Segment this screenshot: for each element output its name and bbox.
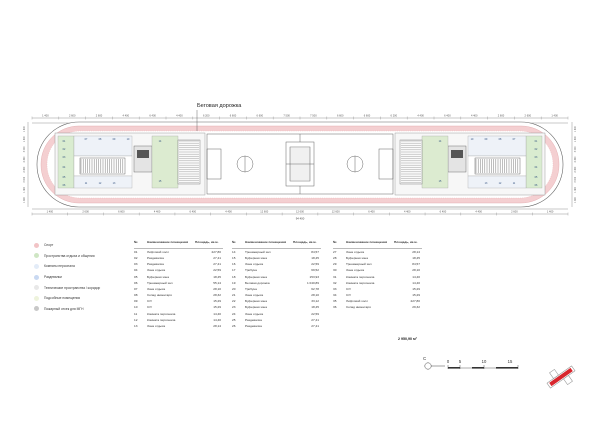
- legend-label: Пространства отдыха и общения: [44, 253, 95, 258]
- room-number-label: 11: [84, 182, 88, 185]
- dimension-label: 4 400: [225, 210, 232, 214]
- room-number-label: 14: [438, 140, 442, 143]
- room-area: 28,10: [311, 293, 319, 298]
- room-area: 14,40: [213, 311, 221, 316]
- room-number: 08: [134, 293, 138, 298]
- room-number-label: 11: [512, 182, 516, 185]
- room-name: С/У: [147, 299, 153, 304]
- dimension-label: 1 400: [575, 126, 577, 132]
- room-name: Раздевалка: [245, 323, 262, 328]
- room-number-label: 09: [484, 138, 488, 141]
- left-lounge: [58, 136, 74, 188]
- room-number-label: 06: [534, 184, 538, 187]
- dimension-label: 2 600: [511, 210, 518, 214]
- table-row: [134, 249, 223, 256]
- dimension-label: 4 400: [475, 210, 482, 214]
- room-area: 84,57: [311, 250, 319, 254]
- room-number: 35: [333, 299, 337, 304]
- dimension-label: 1 400: [575, 136, 577, 143]
- room-number-label: 07: [84, 138, 88, 141]
- room-number: 34: [333, 293, 337, 298]
- room-name: Склад инвентаря: [147, 293, 172, 298]
- room-number: 15: [232, 256, 236, 261]
- room-number: 07: [134, 286, 138, 291]
- dimension-label: 3 000: [575, 146, 577, 153]
- dimension-label: 1 400: [551, 114, 558, 118]
- room-name: Буферная зона: [245, 256, 267, 261]
- dimension-label: 12 600: [296, 210, 304, 214]
- legend-label: Технические пространства / коридор: [44, 285, 101, 290]
- scale-label-10: 10: [481, 359, 487, 364]
- room-name: Трибуна: [245, 268, 257, 273]
- room-number: 22: [232, 299, 236, 304]
- legend-label: Комнаты персонала: [44, 264, 75, 269]
- room-number: 14: [232, 250, 236, 254]
- room-number: 20: [232, 286, 236, 291]
- room-name: Лифтовой холл: [147, 250, 170, 254]
- room-number-label: 12: [498, 182, 502, 185]
- room-area: 69,52: [311, 268, 319, 273]
- room-area: 55,14: [213, 280, 221, 285]
- dimension-label: 4 400: [153, 210, 161, 214]
- room-name: Комната персонала: [346, 280, 375, 285]
- room-name: Беговая дорожка: [245, 280, 270, 285]
- room-number: 29: [333, 262, 337, 267]
- room-number: 32: [333, 280, 337, 285]
- dimension-label: 6 400: [439, 210, 447, 214]
- room-name: Раздевалка: [147, 256, 164, 261]
- room-name: С/У: [346, 293, 352, 298]
- scale-label-5: 5: [458, 359, 462, 364]
- dimension-label: 2 400: [575, 156, 577, 163]
- table-row: [333, 304, 422, 310]
- room-area: 62,78: [311, 286, 319, 291]
- legend-swatch: [34, 264, 39, 269]
- dimension-label: 2 600: [95, 114, 103, 118]
- dimension-label: 1 400: [546, 210, 554, 214]
- dimension-label: 1 400: [575, 186, 577, 193]
- room-area: 27,41: [311, 317, 319, 322]
- room-name: Буферная зона: [346, 256, 368, 261]
- room-area: 14,40: [412, 274, 420, 279]
- room-number-label: 03: [62, 156, 66, 159]
- room-number: 05: [134, 274, 138, 279]
- dimension-label: 6 400: [368, 210, 375, 214]
- legend-swatch: [34, 243, 39, 248]
- room-number: 33: [333, 286, 337, 291]
- total-width-label: 94 400: [295, 216, 305, 221]
- scale-label-0: 0: [446, 359, 450, 364]
- dimension-label: 6 600: [118, 210, 125, 214]
- room-number-label: 08: [98, 138, 102, 141]
- room-area: 15,29: [412, 293, 420, 298]
- room-number-label: 04: [62, 166, 66, 169]
- room-area: 27,41: [213, 256, 221, 261]
- col-name-header: Наименование помещения: [245, 240, 293, 249]
- room-name: Трибуна: [245, 286, 257, 291]
- dimension-label: 2 600: [497, 114, 505, 118]
- legend-item-lounge: [34, 251, 134, 262]
- dimension-label: 6 400: [189, 210, 197, 214]
- room-name: Буферная зона: [245, 305, 267, 310]
- room-number-label: 15: [438, 180, 442, 183]
- room-name: Зона отдыха: [245, 262, 264, 267]
- room-number: 27: [333, 250, 337, 254]
- room-area: 29,32: [412, 305, 420, 310]
- room-number: 24: [232, 311, 236, 316]
- key-plan: [536, 355, 586, 400]
- dimension-label: 2 400: [575, 166, 577, 173]
- room-area: 22,59: [213, 268, 221, 273]
- legend-swatch: [34, 306, 39, 311]
- room-number-label: 08: [498, 138, 502, 141]
- room-number-label: 01: [62, 140, 66, 143]
- room-area: 22,59: [311, 311, 319, 316]
- room-area: 84,57: [412, 262, 420, 267]
- room-name: Раздевалка: [147, 262, 164, 267]
- room-area: 227,80: [410, 299, 420, 304]
- room-name: Буферная зона: [245, 274, 267, 279]
- room-area: 28,14: [412, 250, 420, 254]
- compass-label: С: [423, 356, 427, 361]
- room-name: Комната персонала: [346, 274, 375, 279]
- room-area: 27,41: [311, 323, 319, 328]
- room-name: Тренажерный зал: [147, 280, 173, 285]
- table-row: [134, 323, 223, 329]
- room-name: Склад инвентаря: [346, 305, 371, 310]
- room-number-label: 06: [62, 184, 66, 187]
- room-number-label: 13: [484, 182, 488, 185]
- room-number: 21: [232, 293, 236, 298]
- sports-field: [207, 134, 393, 194]
- room-name: Зона отдыха: [346, 268, 365, 273]
- room-area: 18,45: [311, 305, 319, 310]
- legend: [34, 240, 134, 314]
- dimension-label: 6 200: [390, 114, 398, 118]
- dimension-label: 1 400: [24, 136, 26, 143]
- room-area: 1 040,89: [306, 280, 319, 285]
- dimension-label: 12 600: [331, 210, 340, 214]
- dimension-label: 7 500: [310, 114, 317, 118]
- legend-item-technical: [34, 282, 134, 293]
- dimension-label: 2 400: [24, 156, 26, 163]
- room-number-label: 09: [112, 138, 116, 141]
- room-area: 18,45: [311, 256, 319, 261]
- room-number-label: 02: [534, 148, 538, 151]
- room-name: Лифтовой холл: [346, 299, 369, 304]
- dimension-label: 1 400: [46, 210, 54, 214]
- dimension-label: 4 400: [470, 114, 478, 118]
- col-name-header: Наименование помещения: [346, 240, 394, 249]
- room-number: 04: [134, 268, 138, 273]
- room-name: Тренажерный зал: [245, 250, 271, 254]
- room-area: 14,40: [213, 317, 221, 322]
- room-table-3: [333, 240, 422, 311]
- room-number: 01: [134, 250, 138, 254]
- dimension-label: 6 400: [444, 114, 451, 118]
- col-name-header: Наименование помещения: [147, 240, 195, 249]
- room-number-label: 07: [512, 138, 516, 141]
- room-number: 30: [333, 268, 337, 273]
- legend-item-sport: [34, 240, 134, 251]
- room-number: 25: [232, 317, 236, 322]
- table-row: [333, 249, 422, 256]
- legend-swatch: [34, 296, 39, 301]
- room-number-label: 14: [158, 140, 162, 143]
- room-number-label: 03: [534, 156, 538, 159]
- room-number: 36: [333, 305, 337, 310]
- dimension-label: 4 400: [176, 114, 183, 118]
- room-number: 11: [134, 311, 138, 316]
- table-row: [232, 249, 321, 256]
- dimension-label: 3 000: [24, 146, 26, 153]
- dimension-label: 7 500: [283, 114, 290, 118]
- col-num-header: №: [232, 240, 245, 249]
- room-area: 33,12: [311, 299, 319, 304]
- room-number: 03: [134, 262, 138, 267]
- dimension-label: 1 400: [24, 126, 26, 132]
- col-area-header: Площадь, кв.м.: [293, 240, 321, 249]
- table-row: [232, 323, 321, 329]
- room-area: 15,29: [213, 299, 221, 304]
- room-name: Зона отдыха: [245, 293, 264, 298]
- room-area: 15,29: [412, 286, 420, 291]
- room-name: Буферная зона: [245, 299, 267, 304]
- dimension-label: 2 600: [524, 114, 532, 118]
- room-number-label: 10: [470, 138, 474, 141]
- dimension-label: 4 400: [403, 210, 411, 214]
- legend-swatch: [34, 275, 39, 280]
- north-marker-icon: [425, 363, 431, 369]
- dimension-label: 3 000: [575, 176, 577, 183]
- room-number: 09: [134, 299, 138, 304]
- dimension-label: 6 600: [256, 114, 264, 118]
- dimension-label: 1 400: [575, 197, 577, 203]
- legend-label: Подсобные помещения: [44, 296, 81, 301]
- room-name: С/У: [147, 305, 153, 310]
- left-wing: [55, 133, 205, 195]
- room-area: 27,41: [213, 262, 221, 267]
- room-number-label: 01: [534, 140, 538, 143]
- room-number-label: 04: [534, 166, 538, 169]
- room-number: 12: [134, 317, 138, 322]
- legend-label: Спорт: [44, 243, 54, 248]
- room-number-label: 10: [126, 138, 130, 141]
- room-area: 153,93: [309, 274, 319, 279]
- room-name: С/У: [346, 286, 352, 291]
- room-name: Зона отдыха: [245, 311, 264, 316]
- legend-item-fire-compartment: [34, 304, 134, 315]
- room-area: 22,59: [311, 262, 319, 267]
- room-number: 23: [232, 305, 236, 310]
- right-lift-core: [448, 146, 466, 172]
- total-area: 2 950,90 м²: [398, 337, 417, 341]
- room-number: 19: [232, 280, 236, 285]
- dimension-label: 3 000: [24, 176, 26, 183]
- room-name: Буферная зона: [147, 274, 169, 279]
- room-area: 28,10: [213, 286, 221, 291]
- col-num-header: №: [333, 240, 346, 249]
- dimension-label: 6 400: [149, 114, 156, 118]
- legend-label: Пожарный отсек для МГН: [44, 306, 84, 311]
- dimension-label: 6 600: [229, 114, 237, 118]
- left-tribune: [178, 140, 200, 184]
- room-area: 15,29: [213, 305, 221, 310]
- room-number: 16: [232, 262, 236, 267]
- room-number: 02: [134, 256, 138, 261]
- room-number: 06: [134, 280, 138, 285]
- dimension-label: 4 400: [417, 114, 424, 118]
- col-area-header: Площадь, кв.м.: [195, 240, 223, 249]
- col-num-header: №: [134, 240, 147, 249]
- room-number-label: 12: [98, 182, 102, 185]
- dimension-label: 2 600: [82, 210, 89, 214]
- room-table-2: [232, 240, 321, 329]
- room-area: 227,80: [211, 250, 221, 254]
- legend-label: Раздевалки: [44, 275, 62, 280]
- room-number-label: 05: [62, 176, 66, 179]
- dimension-label: 12 600: [260, 210, 269, 214]
- room-name: Зона отдыха: [147, 268, 166, 273]
- room-name: Зона отдыха: [346, 250, 365, 254]
- scale-bar: [420, 352, 530, 382]
- dimension-label: 6 600: [336, 114, 344, 118]
- track-title: Беговая дорожка: [197, 103, 242, 109]
- legend-swatch: [34, 285, 39, 290]
- dimension-label: 6 200: [202, 114, 210, 118]
- room-number: 26: [232, 323, 236, 328]
- room-number: 10: [134, 305, 138, 310]
- room-number-label: 02: [62, 148, 66, 151]
- room-table-1: [134, 240, 223, 329]
- right-tribune: [400, 140, 422, 184]
- room-name: Комната персонала: [147, 311, 176, 316]
- room-number-label: 05: [534, 176, 538, 179]
- room-name: Зона отдыха: [147, 286, 166, 291]
- room-name: Тренажерный зал: [346, 262, 372, 267]
- col-area-header: Площадь, кв.м.: [394, 240, 422, 249]
- right-wing: [395, 133, 545, 195]
- room-number-label: 15: [158, 180, 162, 183]
- dimension-label: 2 600: [68, 114, 76, 118]
- legend-item-utility: [34, 293, 134, 304]
- dimension-label: 2 400: [24, 166, 26, 173]
- legend-item-staff: [34, 261, 134, 272]
- room-name: Зона отдыха: [147, 323, 166, 328]
- room-area: 18,45: [213, 274, 221, 279]
- room-number: 17: [232, 268, 236, 273]
- room-number: 28: [333, 256, 337, 261]
- room-area: 28,10: [412, 268, 420, 273]
- scale-label-15: 15: [507, 359, 513, 364]
- right-staff-rooms: [468, 136, 526, 156]
- legend-item-lockers: [34, 272, 134, 283]
- room-name: Комната персонала: [147, 317, 176, 322]
- room-name: Раздевалка: [245, 317, 262, 322]
- dimension-label: 4 400: [122, 114, 130, 118]
- room-area: 18,45: [412, 256, 420, 261]
- dimension-label: 1 400: [24, 197, 26, 203]
- room-area: 14,40: [412, 280, 420, 285]
- right-lounge: [526, 136, 542, 188]
- key-plan-icon: [543, 360, 579, 394]
- room-number: 31: [333, 274, 337, 279]
- left-staff-rooms: [74, 136, 132, 156]
- left-lift-core: [134, 146, 152, 172]
- room-number-label: 13: [112, 182, 116, 185]
- dimension-label: 1 400: [24, 186, 26, 193]
- room-number: 13: [134, 323, 138, 328]
- room-area: 28,14: [213, 323, 221, 328]
- room-area: 28,32: [213, 293, 221, 298]
- dimension-label: 6 600: [363, 114, 371, 118]
- dimension-label: 1 400: [42, 114, 49, 118]
- room-number: 18: [232, 274, 236, 279]
- legend-swatch: [34, 253, 39, 258]
